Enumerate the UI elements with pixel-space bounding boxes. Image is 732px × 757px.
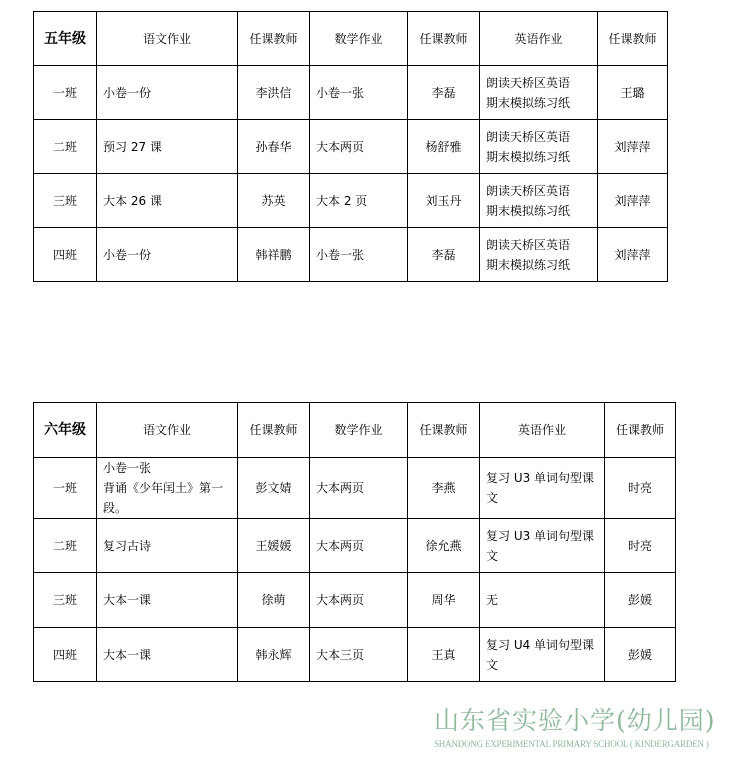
english-homework <box>480 519 605 573</box>
header-chinese-homework: 语文作业 <box>97 403 238 458</box>
school-logo <box>434 704 726 750</box>
class-name: 二班 <box>34 120 97 174</box>
chinese-homework-line: 大本一课 <box>103 647 152 662</box>
math-homework: 大本两页 <box>310 458 408 519</box>
class-name: 三班 <box>34 573 97 628</box>
class-name: 一班 <box>34 458 97 519</box>
english-teacher: 时亮 <box>605 519 676 573</box>
chinese-teacher: 苏英 <box>238 174 310 228</box>
math-teacher: 刘玉丹 <box>408 174 480 228</box>
chinese-homework-line: 复习古诗 <box>103 538 152 553</box>
header-math-teacher: 任课教师 <box>408 12 480 66</box>
chinese-teacher: 徐萌 <box>238 573 310 628</box>
english-homework-line: 文 <box>486 491 499 505</box>
english-teacher: 彭媛 <box>605 628 676 682</box>
header-english-homework: 英语作业 <box>480 403 605 458</box>
chinese-homework: 预习 27 课 <box>97 120 238 174</box>
grade6-homework-table <box>33 402 676 682</box>
math-teacher: 王真 <box>408 628 480 682</box>
chinese-teacher: 韩祥鹏 <box>238 228 310 282</box>
math-homework: 大本 2 页 <box>310 174 408 228</box>
chinese-homework <box>97 519 238 573</box>
english-teacher: 彭媛 <box>605 573 676 628</box>
class-name: 二班 <box>34 519 97 573</box>
table-row <box>34 228 668 282</box>
english-homework-line: 期末模拟练习纸 <box>486 203 571 218</box>
english-homework-line: 朗读天桥区英语 <box>486 75 571 90</box>
english-homework-line: 期末模拟练习纸 <box>486 257 571 272</box>
english-teacher: 刘萍萍 <box>598 228 668 282</box>
chinese-homework: 小卷一份 <box>97 66 238 120</box>
header-english-teacher: 任课教师 <box>605 403 676 458</box>
english-homework-line: 期末模拟练习纸 <box>486 149 571 164</box>
table-row <box>34 458 676 519</box>
chinese-homework: 大本 26 课 <box>97 174 238 228</box>
chinese-homework <box>97 573 238 628</box>
english-homework <box>480 66 598 120</box>
math-teacher: 周华 <box>408 573 480 628</box>
school-name-chinese: 山东省实验小学(幼儿园) <box>434 706 716 735</box>
english-homework-line: 复习 U4 单词句型课 <box>486 637 595 652</box>
math-homework: 小卷一张 <box>310 228 408 282</box>
chinese-teacher: 李洪信 <box>238 66 310 120</box>
english-homework-line: 复习 U3 单词句型课 <box>486 471 595 485</box>
class-name: 三班 <box>34 174 97 228</box>
english-teacher: 刘萍萍 <box>598 174 668 228</box>
english-homework-line: 朗读天桥区英语 <box>486 183 571 198</box>
math-homework: 大本两页 <box>310 519 408 573</box>
english-homework-line: 无 <box>486 593 499 607</box>
header-english-teacher: 任课教师 <box>598 12 668 66</box>
chinese-homework: 小卷一份 <box>97 228 238 282</box>
header-chinese-teacher: 任课教师 <box>238 12 310 66</box>
table-row <box>34 573 676 628</box>
class-name: 一班 <box>34 66 97 120</box>
grade-label: 六年级 <box>34 403 97 458</box>
english-teacher: 王璐 <box>598 66 668 120</box>
english-homework-line: 文 <box>486 548 499 563</box>
math-teacher: 李燕 <box>408 458 480 519</box>
chinese-teacher: 孙春华 <box>238 120 310 174</box>
english-homework <box>480 120 598 174</box>
chinese-homework <box>97 628 238 682</box>
grade5-homework-table <box>33 11 668 282</box>
chinese-homework-line: 段。 <box>103 501 128 515</box>
math-teacher: 李磊 <box>408 228 480 282</box>
chinese-homework-line: 大本一课 <box>103 593 152 607</box>
header-chinese-teacher: 任课教师 <box>238 403 310 458</box>
english-homework <box>480 573 605 628</box>
table-row <box>34 174 668 228</box>
header-math-homework: 数学作业 <box>310 12 408 66</box>
table-header-row <box>34 403 676 458</box>
english-homework-line: 朗读天桥区英语 <box>486 129 571 144</box>
math-teacher: 李磊 <box>408 66 480 120</box>
english-homework-line: 朗读天桥区英语 <box>486 237 571 252</box>
english-homework <box>480 458 605 519</box>
english-teacher: 时亮 <box>605 458 676 519</box>
math-teacher: 杨舒雅 <box>408 120 480 174</box>
chinese-homework <box>97 458 238 519</box>
chinese-homework-line: 小卷一张 <box>103 461 152 475</box>
math-teacher: 徐允燕 <box>408 519 480 573</box>
table-row <box>34 66 668 120</box>
math-homework: 大本两页 <box>310 573 408 628</box>
english-homework <box>480 174 598 228</box>
chinese-teacher: 彭文婧 <box>238 458 310 519</box>
class-name: 四班 <box>34 628 97 682</box>
chinese-homework-line: 背诵《少年闰土》第一 <box>103 481 224 495</box>
table-header-row <box>34 12 668 66</box>
math-homework: 大本三页 <box>310 628 408 682</box>
english-homework-line: 文 <box>486 657 499 672</box>
header-math-teacher: 任课教师 <box>408 403 480 458</box>
class-name: 四班 <box>34 228 97 282</box>
english-homework <box>480 628 605 682</box>
math-homework: 小卷一张 <box>310 66 408 120</box>
chinese-teacher: 韩永辉 <box>238 628 310 682</box>
table-row <box>34 120 668 174</box>
header-math-homework: 数学作业 <box>310 403 408 458</box>
table-row <box>34 628 676 682</box>
header-chinese-homework: 语文作业 <box>97 12 238 66</box>
english-homework <box>480 228 598 282</box>
english-homework-line: 复习 U3 单词句型课 <box>486 528 595 543</box>
table-row <box>34 519 676 573</box>
english-homework-line: 期末模拟练习纸 <box>486 95 571 110</box>
english-teacher: 刘萍萍 <box>598 120 668 174</box>
grade-label: 五年级 <box>34 12 97 66</box>
header-english-homework: 英语作业 <box>480 12 598 66</box>
chinese-teacher: 王媛媛 <box>238 519 310 573</box>
school-name-english: SHANDONG EXPERIMENTAL PRIMARY SCHOOL ( KINDERGARDEN ) <box>434 739 709 749</box>
math-homework: 大本两页 <box>310 120 408 174</box>
